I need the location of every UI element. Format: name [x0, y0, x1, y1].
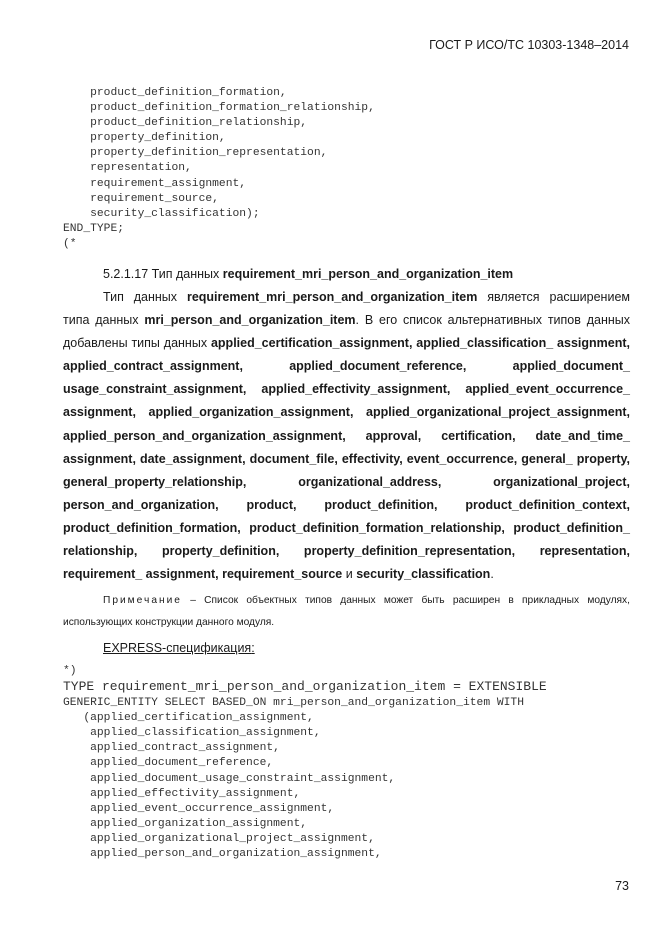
code-line: applied_effectivity_assignment,: [63, 787, 301, 800]
express-heading-colon: :: [251, 641, 255, 655]
code-line: applied_contract_assignment,: [63, 742, 280, 755]
section-number: 5.2.1.17: [103, 267, 149, 281]
code-line: applied_document_usage_constraint_assignment,: [63, 772, 396, 785]
code-line: END_TYPE;: [63, 222, 125, 235]
para-conj: и: [345, 567, 353, 582]
code-line: applied_classification_assignment,: [63, 727, 321, 740]
code-line: product_definition_formation,: [63, 87, 287, 99]
code-line: property_definition,: [63, 132, 226, 145]
code-line: (applied_certification_assignment,: [63, 712, 314, 725]
code-line: product_definition_relationship,: [63, 117, 308, 130]
para-last-type: security_classification: [356, 567, 491, 582]
code-line: applied_person_and_organization_assignment,: [63, 848, 382, 861]
para-ext: является расширением типа данных: [63, 290, 630, 328]
section-name: requirement_mri_person_and_organization_item: [222, 267, 514, 281]
note-dash: –: [190, 595, 196, 606]
code-line: property_definition_representation,: [63, 147, 328, 160]
code-line: applied_organization_assignment,: [63, 817, 308, 830]
section-prefix: Тип данных: [151, 267, 220, 281]
code-line: *): [63, 665, 77, 677]
code-line: applied_document_reference,: [63, 757, 274, 770]
express-heading: [103, 641, 255, 655]
page-header: ГОСТ Р ИСО/ТС 10303-1348–2014: [429, 38, 629, 52]
code-line: representation,: [63, 162, 192, 175]
para-type-list: applied_certification_assignment, applied_classification_ assignment, applied_contract_assignment, applied_document_reference, applied_document_ usage_constraint_assignment, applied_effectivity_assignment, applied_event_occurrence_ assignment, applied_organization_assignment, applied_organizational_project_assignment, applied_person_and_organization_assignment, approval, certification, date_and_time_ assignment, date_assignment, document_file, effectivity, event_occurrence, general_ property, general_property_relationship, organizational_address, organizational_project, person_and_organization, product, product_definition, product_definition_context, product_definition_formation, product_definition_formation_relationship, product_definition_ relationship, property_definition, property_definition_representation, representation, requirement_ assignment, requirement_source: [63, 336, 630, 582]
para-type-name: requirement_mri_person_and_organization_item: [186, 290, 478, 304]
note-paragraph: [63, 590, 630, 634]
note-text: Список объектных типов данных может быть расширен в прикладных модулях, использующих конструкции данного модуля.: [63, 595, 630, 628]
page-number: 73: [615, 879, 629, 893]
code-block-bottom: [63, 664, 547, 862]
code-line: GENERIC_ENTITY SELECT BASED_ON mri_person_and_organization_item WITH: [63, 697, 524, 710]
code-block-top: [63, 86, 375, 252]
code-line: applied_event_occurrence_assignment,: [63, 802, 335, 815]
para-intro: Тип данных: [103, 290, 178, 304]
code-line: security_classification);: [63, 207, 260, 220]
note-label: Примечание: [103, 595, 182, 606]
code-type-line: TYPE requirement_mri_person_and_organization_item = EXTENSIBLE: [63, 679, 547, 695]
para-base-type: mri_person_and_organization_item: [144, 313, 356, 328]
code-line: product_definition_formation_relationship,: [63, 102, 375, 115]
para-end: .: [490, 567, 494, 582]
body-paragraph: [63, 286, 630, 586]
express-heading-text: EXPRESS-спецификация: [103, 641, 252, 655]
code-line: requirement_source,: [63, 192, 219, 205]
para-added: . В его список альтернативных типов данных добавлены типы данных: [63, 313, 630, 351]
section-heading: [103, 267, 513, 281]
code-line: requirement_assignment,: [63, 177, 247, 190]
code-line: (*: [63, 237, 77, 250]
code-line: applied_organizational_project_assignment,: [63, 832, 375, 845]
